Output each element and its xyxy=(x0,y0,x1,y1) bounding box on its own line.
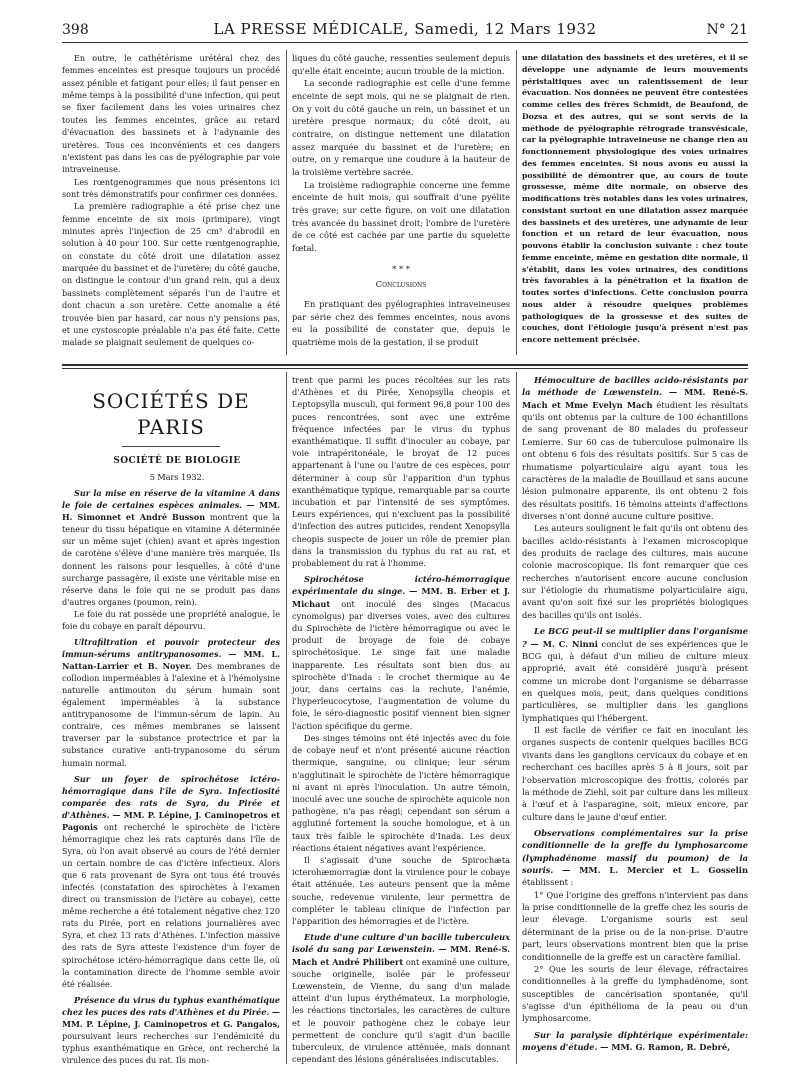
article: Sur la paralysie diphtérique expérimentale: moyens d'étude. — MM. G. Ramon, R. Debré, xyxy=(522,1029,748,1053)
paragraph: Les auteurs soulignent le fait qu'ils ont obtenu des bacilles acido-résistants à l'examen microscopique des produits de raclage des cultures, mais aucune colonie macroscopique. Ils font remarquer que ces recherches n'autorisent encore aucune conclusion sur l'étiologie du rhumatisme polyarticulaire aigu, avant qu'on soit fixé sur les propriétés biologiques des bacilles qu'ils ont isolés. xyxy=(522,523,748,620)
session-date: 5 Mars 1932. xyxy=(149,472,205,483)
paragraph: liques du côté gauche, ressenties seulement depuis qu'elle était enceinte; aucun trouble de la miction. xyxy=(292,53,510,76)
title-rule xyxy=(122,446,220,447)
top-column-3 xyxy=(522,52,748,346)
societe-name: SOCIÉTÉ DE BIOLOGIE xyxy=(113,456,241,466)
section-rule xyxy=(62,364,748,366)
journal-title: LA PRESSE MÉDICALE, Samedi, 12 Mars 1932 xyxy=(213,20,597,38)
header-rule xyxy=(62,42,748,43)
article: Hémoculture de bacilles acido-résistants par la méthode de Lœwenstein. — MM. René-S. Mach et Mme Evelyn Mach étudient les résultats qu'ils ont obtenus par la culture de 100 échantillons de sang provenant de 80 malades du professeur Lemierre. Sur 60 cas de tuberculose pulmonaire ils ont obtenu 6 fois des résultats positifs. Sur 5 cas de rhumatisme polyarticulaire aigu ayant tous les caractères de la maladie de Bouillaud et sans aucune lésion pulmonaire apparente, ils ont obtenu 2 fois des résultats positifs. 16 témoins atteints d'affections diverses n'ont donné aucune culture positive. xyxy=(522,375,749,521)
paragraph: une dilatation des bassinets et des uretères, et il se développe une adynamie de leurs mouvements péristaltiques avec un ralentissement de leur évacuation. Nos données ne peuvent être contestées comme celles des frères Schmidt, de Beaufond, de Dozsa et des autres, qui se sont servis de la méthode de pyélographie rétrograde transvésicale, car la pyélographie intraveineuse ne change rien au fonctionnement physiologique des voies urinaires des femmes enceintes. Si nous avons eu aussi la possibilité de démontrer que, au cours de toute grossesse, même dite normale, on observe des modifications très notables dans les voies urinaires, consistant surtout en une dilatation assez marquée des bassinets et des uretères, une adynamie de leur fonction et un retard de leur évacuation, nous pouvons établir la conclusion suivante : chez toute femme enceinte, même en gestation dite normale, il s'établit, dans les voies urinaires, des conditions très favorables à la pénétration et la fixation de toutes sortes d'infections. Cette conclusion pourra nous aider à résoudre quelques problèmes pathologiques de la grossesse et des suites de couches, dont l'étiologie jusqu'à présent n'est pas encore nettement précisée. xyxy=(522,53,748,344)
article: Ultrafiltration et pouvoir protecteur des immun-sérums antitrypanosomes. — MM. L. Nattan-Larrier et B. Noyer. Des membranes de collodion imperméables à l'alexine et à l'hémolysine naturelle antimouton du sérum humain sont également imperméables à la substance antitrypanosome de l'immun-sérum de lapin. Au contraire, ces mêmes membranes se laissent traverser par la substance protectrice et par la substance curative anti-trypanosome du sérum humain normal. xyxy=(62,636,280,768)
paragraph: La troisième radiographie concerne une femme enceinte de huit mois, qui souffrait d'une pyélite très grave; sur cette figure, on voit une dilatation très avancée du bassinet droit; l'ombre de l'uretère de ce côté est cachée par une partie du squelette fœtal. xyxy=(292,179,510,254)
top-column-1 xyxy=(62,52,280,349)
article: Sur un foyer de spirochétose ictéro-hémorragique dans l'île de Syra. Infectiosité comparée des rats de Syra, du Pirée et d'Athènes. — MM. P. Lépine, J. Caminopetros et Pagonis ont recherché le spirochète de l'ictère hémorragique chez les rats capturés dans l'île de Syra, où l'on avait observé au cours de l'été dernier un certain nombre de cas d'ictère infectieux. Alors que 6 rats provenant de Syra ont tous été trouvés infectés (constatation des spirochètes à l'examen direct ou transmission de l'ictère au cobaye), cette même recherche a été totalement négative chez 120 rats du Pirée, port en relations journalières avec Syra, et chez 13 rats d'Athènes. L'infection massive des rats de Syra atteste l'existence d'un foyer de spirochétose ictéro-hémorragique dans cette île, où la contamination directe de l'homme semble avoir été réalisée. xyxy=(62,773,280,989)
article: Observations complémentaires sur la prise conditionnelle de la greffe du lymphosarcome (lymphadénome massif du poumon) de la souris. — MM. L. Mercier et L. Gosselin établissent : xyxy=(522,827,748,888)
column-divider xyxy=(286,372,287,1064)
issue-number: N° 21 xyxy=(706,22,748,38)
asterism: * * * xyxy=(392,263,410,274)
article: Spirochétose ictéro-hémorragique expérimentale du singe. — MM. B. Erber et J. Michaut ont inoculé des singes (Macacus cynomolgus) par diverses voies, avec des cultures du Spirochète de l'ictère hémorragique ou avec le produit de broyage de foie de cobaye spirochétosique. Le singe fait une maladie inapparente. Les résultats sont bien dus au spirochète d'Inada : le crochet thermique au 4e jour, dans certains cas la rechute, l'anémie, l'hyperleucocytose, l'augmentation de volume du foie, le séro-diagnostic positif viennent bien signer l'action spécifique du germe. xyxy=(292,574,510,731)
paragraph: En pratiquant des pyélographies intraveineuses par série chez des femmes enceintes, nous avons eu la possibilité de constater que, depuis le quatrième mois de la gestation, il se produit xyxy=(292,299,510,348)
paragraph: Il s'agissait d'une souche de Spirochæta icterohæmorragiæ dont la virulence pour le cobaye était atténuée. Les auteurs pensent que la même souche, redevenue virulente, leur permettra de compléter le tableau clinique de l'infection par l'apparition des hémorragies et de l'ictère. xyxy=(292,854,510,926)
bottom-column-1 xyxy=(62,372,280,1066)
article: Présence du virus du typhus exanthématique chez les puces des rats d'Athènes et du Pirée. — MM. P. Lépine, J. Caminopetros et G. Pangalos, poursuivant leurs recherches sur l'endémicité du typhus exanthématique en Grèce, ont recherché la virulence des puces du rat. Ils mon- xyxy=(62,994,281,1065)
column-divider xyxy=(286,50,287,355)
article: Le BCG peut-il se multiplier dans l'organisme ? — M. C. Ninni conclut de ses expériences que le BCG qui, à défaut d'un milieu de culture mieux approprié, avait été considéré jusqu'à présent comme un microbe dont l'organisme se débarrasse en quelques mois, peut, dans quelques conditions particulières, se multiplier dans les ganglions lymphatiques qui l'hébergent. xyxy=(522,626,749,723)
column-divider xyxy=(516,372,517,1064)
conclusions-heading: Conclusions xyxy=(375,280,427,291)
top-column-2 xyxy=(292,52,510,349)
article: Sur la mise en réserve de la vitamine A dans le foie de certaines espèces animales. — MM. H. Simonnet et André Busson montrent que la teneur du tissu hépatique en vitamine A déterminée sur un même sujet (chien) avant et après ingestion de carotène s'élève d'une manière très marquée. Ils donnent les raisons pour lesquelles, à côté d'une surcharge passagère, il existe une véritable mise en réserve dans le foie qui ne se produit pas dans d'autres organes (poumon, rein). xyxy=(62,488,280,607)
page-number: 398 xyxy=(62,22,89,38)
column-divider xyxy=(516,50,517,355)
bottom-column-3 xyxy=(522,374,748,1053)
societes-title: SOCIÉTÉS DE PARIS xyxy=(92,389,250,439)
paragraph: La seconde radiographie est celle d'une femme enceinte de sept mois, qui ne se plaignait de rien. On y voit du côté gauche un rein, un bassinet et un uretère presque normaux; du côté droit, au contraire, on distingue nettement une dilatation assez marquée du bassinet et de l'uretère; en outre, on y remarque une coudure à la hauteur de la troisième vertèbre sacrée. xyxy=(292,78,510,178)
page-header xyxy=(62,18,748,42)
paragraph: 1° Que l'origine des greffons n'intervient pas dans la prise conditionnelle de la greffe chez les souris de leur élevage. L'organisme souris est seul déterminant de la prise ou de la non-prise. D'autre part, leurs observations montrent bien que la prise conditionnelle de la greffe est un caractère familial. xyxy=(522,889,748,962)
section-rule xyxy=(62,368,748,369)
paragraph: 2° Que les souris de leur élevage, réfractaires conditionnelles à la greffe du lymphadénome, sont susceptibles de cancérisation spontanée, qu'il s'agisse d'un épithélioma de la peau ou d'un lymphosarcome. xyxy=(522,963,748,1024)
paragraph: Des singes témoins ont été injectés avec du foie de cobaye neuf et n'ont présenté aucune réaction thermique, sanguine, ou clinique; leur sérum n'agglutinait le spirochète de l'ictère hémorragique ni avant ni après l'inoculation. Un autre témoin, inoculé avec une souche de spirochète aquicole non pathogène, n'a pas réagi; cependant son sérum a agglutiné fortement la souche homologue, et à un taux très faible le spirochète d'Inada. Les deux réactions étaient négatives avant l'expérience. xyxy=(292,732,510,853)
paragraph: trent que parmi les puces récoltées sur les rats d'Athènes et du Pirée, Xenopsylla cheopis et Leptopsylla musculi, qui forment 96,8 pour 100 des puces rencontrées, sont avec une extrême fréquence infectées par le virus du typhus exanthématique. Il suffit d'inoculer au cobaye, par voie intrapéritonéale, le broyat de 12 puces appartenant à l'une ou l'autre de ces espèces, pour déterminer à coup sûr l'apparition d'un typhus exanthématique typique, remarquable par sa courte incubation et par l'intensité de ses symptômes. Leurs expériences, qui n'excluent pas la possibilité d'infection des autres puticides, rendent Xenopsylla cheopis suspecte de jouer un rôle de premier plan dans la transmission du typhus du rat au rat, et probablement du rat à l'homme. xyxy=(292,375,510,569)
paragraph: Les rœntgenogrammes que nous présentons ici sont très démonstratifs pour confirmer ces données. xyxy=(62,176,280,199)
article: Etude d'une culture d'un bacille tuberculeux isolé du sang par Lœwenstein. — MM. René-S. Mach et André Philibert ont examiné une culture, souche originelle, isolée par le professeur Lœwenstein, de Vienne, du sang d'un malade atteint d'un lupus érythémateux. La morphologie, les réactions tinctoriales, les caractères de culture et le pouvoir pathogène chez le cobaye leur permettent de conclure qu'il s'agit d'un bacille tuberculeux, de virulence atténuée, mais donnant cependant des lésions généralisées indiscutables. xyxy=(292,932,510,1065)
bottom-column-2 xyxy=(292,374,510,1065)
paragraph: Le foie du rat possède une propriété analogue, le foie du cobaye en paraît dépourvu. xyxy=(62,608,280,631)
paragraph: La première radiographie a été prise chez une femme enceinte de six mois (primipare), vingt minutes après l'injection de 25 cm³ d'abrodil en solution à 40 pour 100. Sur cette rœntgenographie, on constate du côté droit une dilatation assez marquée du bassinet et de l'uretère; du côté gauche, on distingue le contour d'un grand rein, qui a deux bassinets complètement séparés l'un de l'autre et dont chacun a son uretère. Cette anomalie a été trouvée bien par hasard, car nous n'y pensions pas, et une cystoscopie préalable n'a pas été faite. Cette malade se plaignait seulement de quelques co- xyxy=(62,201,280,348)
paragraph: Il est facile de vérifier ce fait en inoculant les organes suspects de contenir quelques bacilles BCG vivants dans les ganglions cervicaux du cobaye et en recherchant ces bacilles après 5 à 8 jours, soit par l'observation microscopique des frottis, colorés par la méthode de Ziehl, soit par culture dans les milieux à l'œuf et à l'asparagine, soit, mieux encore, par culture dans le jaune d'œuf entier. xyxy=(522,725,748,822)
paragraph: En outre, le cathétérisme urétéral chez des femmes enceintes est presque toujours un procédé assez pénible et fatigant pour elles; il faut penser en même temps à la possibilité d'une infection, qui peut se fixer facilement dans les voies urinaires chez toutes les femmes enceintes, grâce au retard d'évacuation des bassinets et à l'adynamie des uretères. Tous ces inconvénients et ces dangers n'existent pas dans les cas de pyélographie par voie intraveineuse. xyxy=(62,53,280,175)
